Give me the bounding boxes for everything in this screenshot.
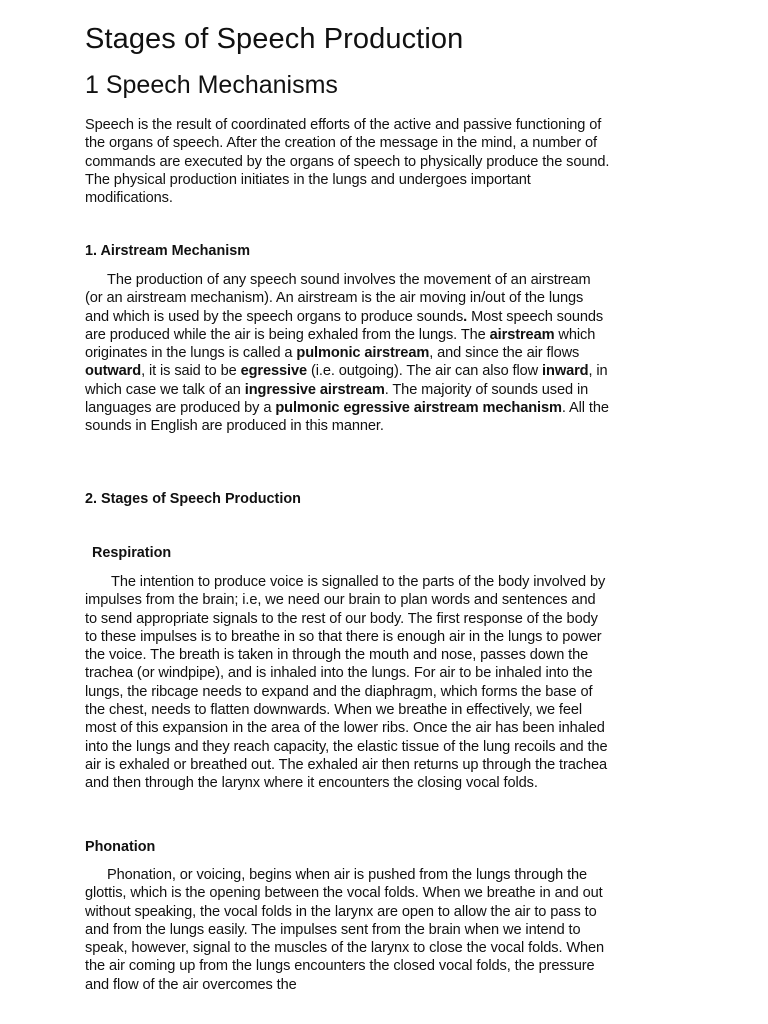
phonation-heading: Phonation (85, 839, 156, 855)
term-pulmonic-airstream: pulmonic airstream (296, 345, 430, 362)
respiration-heading: Respiration (92, 545, 172, 561)
section-title: 1 Speech Mechanisms (85, 71, 338, 99)
stages-heading: 2. Stages of Speech Production (85, 491, 301, 507)
respiration-paragraph: The intention to produce voice is signalled to the parts of the body involved by impulses from the brain; i.e, we need our brain to plan words and sentences and to send appropriate signals to the rest of our body. The first response of the body to these impulses is to breathe in so that there is enough air in the lungs to power the voice. The breath is taken in through the mouth and nose, passes down the trachea (or windpipe), and is inhaled into the lungs. For air to be inhaled into the lungs, the ribcage needs to expand and the diaphragm, which forms the base of the chest, needs to flatten downwards. When we breathe in effectively, we feel most of this expansion in the area of the lower ribs. Once the air has been inhaled into the lungs and they reach capacity, the elastic tissue of the lung recoils and the air is exhaled or breathed out. The exhaled air then returns up through the trachea and then through the larynx where it encounters the closing vocal folds. (85, 574, 608, 792)
airstream-bold-period: . (463, 308, 468, 325)
airstream-text-2: Most speech sounds are produced while the air is being exhaled from the lungs. The (85, 308, 604, 343)
term-airstream: airstream (489, 326, 555, 343)
airstream-text-7: , in which case we talk of an (85, 363, 608, 398)
intro-paragraph: Speech is the result of coordinated efforts of the active and passive functioning of the organs of speech. After the creation of the message in the mind, a number of commands are executed by the organs of speech to physically produce the sound. The physical production initiates in the lungs and undergoes important modifications. (85, 117, 610, 207)
airstream-text-8: . The majority of sounds used in languages are produced by a (85, 381, 589, 417)
airstream-paragraph (85, 271, 610, 436)
airstream-heading: 1. Airstream Mechanism (85, 243, 251, 259)
airstream-text-9: . All the sounds in English are produced in this manner. (85, 400, 609, 435)
term-egressive: egressive (240, 363, 308, 380)
term-inward: inward (542, 363, 589, 380)
airstream-text-3: which originates in the lungs is called a (85, 326, 596, 362)
term-pulmonic-egressive-mechanism: pulmonic egressive airstream mechanism (275, 400, 562, 417)
airstream-text-5: , it is said to be (141, 363, 241, 380)
airstream-text-6: (i.e. outgoing). The air can also flow (307, 363, 543, 380)
document-title: Stages of Speech Production (85, 23, 464, 55)
term-outward: outward (85, 363, 142, 380)
airstream-text-1: The production of any speech sound involves the movement of an airstream (or an airstream mechanism). An airstream is the air moving in/out of the lungs and which is used by the speech organs to produce sounds (85, 272, 591, 325)
airstream-text-4: , and since the air flows (429, 345, 580, 362)
phonation-paragraph: Phonation, or voicing, begins when air is pushed from the lungs through the glottis, which is the opening between the vocal folds. When we breathe in and out without speaking, the vocal folds in the larynx are open to allow the air to pass to and from the lungs easily. The impulses sent from the brain when we intend to speak, however, signal to the muscles of the larynx to close the vocal folds. When the air coming up from the lungs encounters the closed vocal folds, the pressure and flow of the air overcomes the (85, 867, 605, 993)
term-ingressive-airstream: ingressive airstream (244, 381, 385, 398)
